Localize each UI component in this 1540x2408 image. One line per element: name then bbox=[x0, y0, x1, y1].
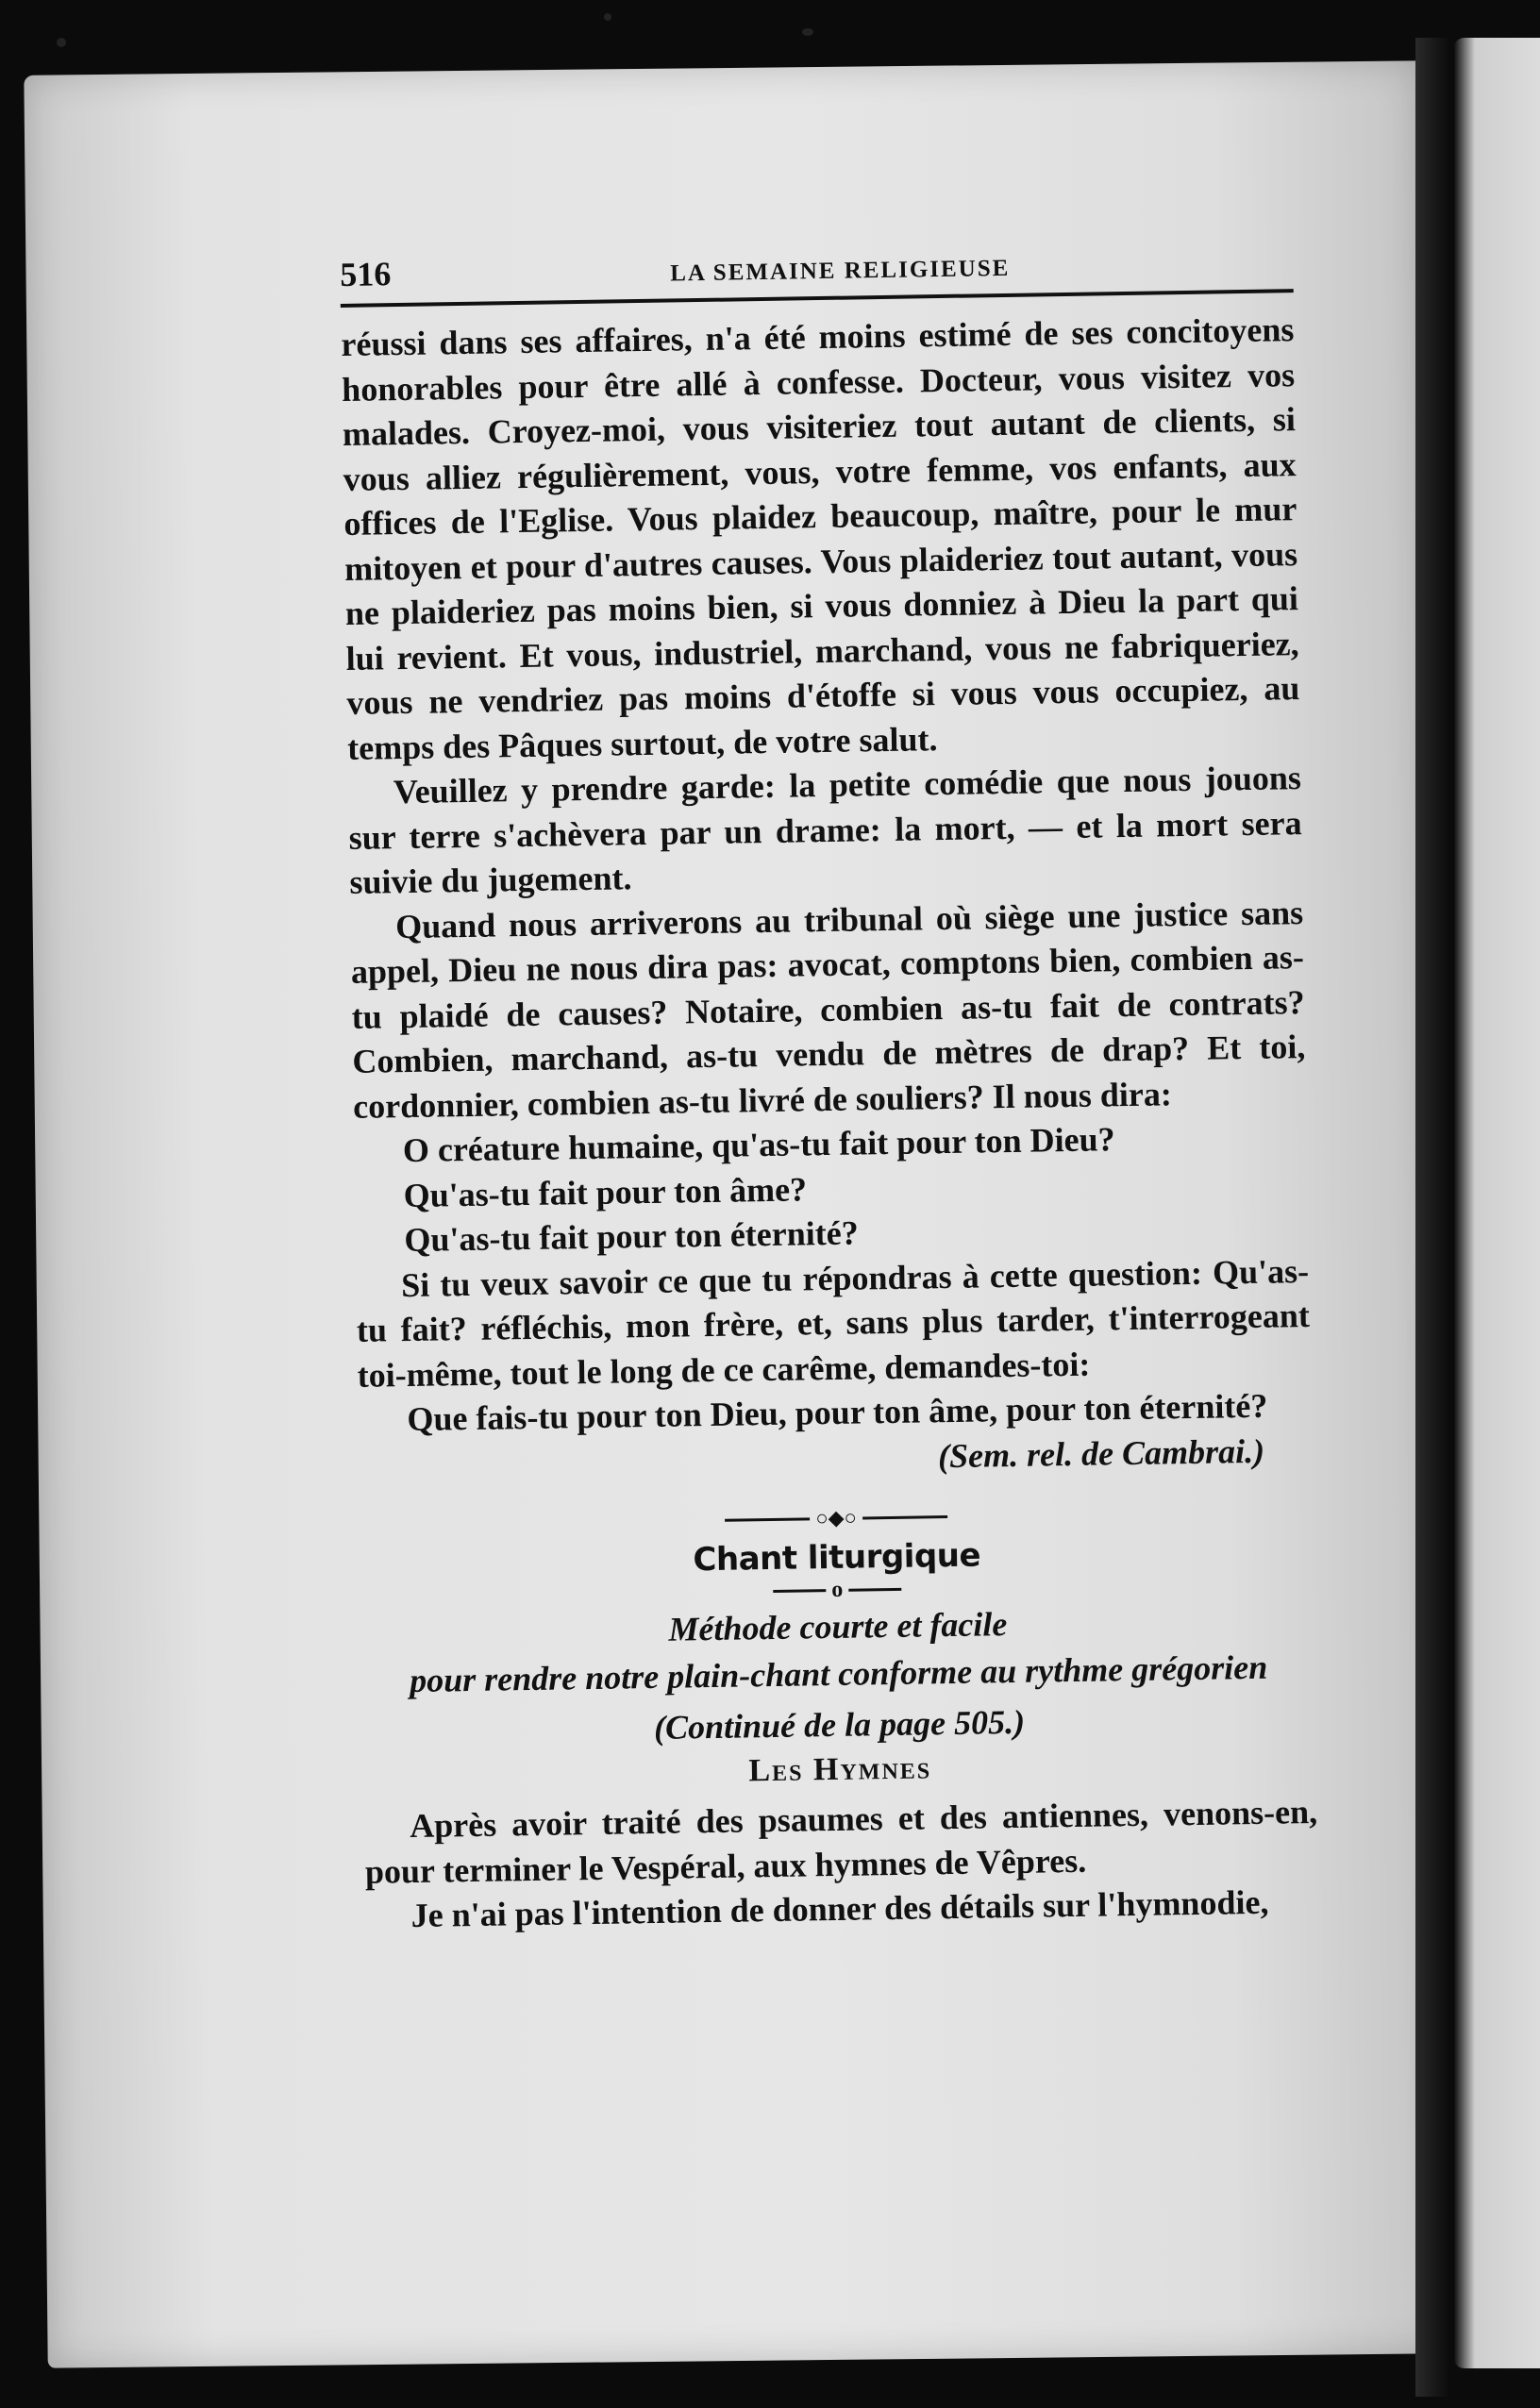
separator-line bbox=[725, 1517, 810, 1521]
section-title: Chant liturgique bbox=[693, 1536, 981, 1580]
body-paragraph: Quand nous arriverons au tribunal où siège une justice sans appel, Dieu ne nous dira pas: avocat, comptons bien, combien as-tu plaidé de causes? Notaire, combien as-tu fait de contrats? Combien, marchand, as-tu vendu de mètres de drap? Et toi, cordonnier, combien as-tu livré de souliers? Il nous dira: bbox=[350, 893, 1306, 1126]
separator-ornament: ○◆○ bbox=[815, 1505, 858, 1530]
rule-line bbox=[848, 1587, 901, 1591]
body-paragraph: Si tu veux savoir ce que tu répondras à cette question: Qu'as-tu fait? réfléchis, mon frère, et, sans plus tarder, t'interrogeant toi-même, tout le long de ce carême, demandes-toi: bbox=[356, 1251, 1311, 1395]
dust-speck bbox=[802, 28, 813, 36]
section-subtitle: Méthode courte et facile bbox=[668, 1605, 1008, 1648]
body-paragraph: Après avoir traité des psaumes et des antiennes, venons-en, pour terminer le Vespéral, aux hymnes de Vêpres. bbox=[364, 1792, 1318, 1891]
page-content bbox=[340, 240, 1319, 1939]
body-paragraph: réussi dans ses affaires, n'a été moins estimé de ses concitoyens honorables pour être allé à confesse. Docteur, vous visitez vos malades. Croyez-moi, vous visiteriez tout autant de clients, si vous alliez régulièrement, vous, votre femme, vos enfants, aux offices de l'Eglise. Vous plaidez beaucoup, maître, pour le mur mitoyen et pour d'autres causes. Vous plaideriez tout autant, vous ne plaideriez pas moins bien, si vous donniez à Dieu la part qui lui revient. Et vous, industriel, marchand, vous ne fabriqueriez, vous ne vendriez pas moins d'étoffe si vous vous occupiez, au temps des Pâques surtout, de votre salut. bbox=[341, 310, 1300, 767]
facing-page-edge bbox=[1453, 38, 1540, 2368]
continued-note: (Continué de la page 505.) bbox=[653, 1702, 1026, 1747]
running-title: LA SEMAINE RELIGIEUSE bbox=[669, 255, 1011, 287]
dust-speck bbox=[604, 13, 611, 21]
final-question: Que fais-tu pour ton Dieu, pour ton âme, pour ton éternité? bbox=[407, 1386, 1268, 1439]
page-number: 516 bbox=[340, 255, 392, 293]
body-paragraph: Veuillez y prendre garde: la petite comédie que nous jouons sur terre s'achèvera par un drame: la mort, — et la mort sera suivie du jugement. bbox=[348, 759, 1302, 901]
section-separator bbox=[360, 1499, 1313, 1537]
subheading: Les Hymnes bbox=[748, 1750, 932, 1789]
separator-line bbox=[862, 1515, 947, 1519]
rule-ornament: o bbox=[831, 1577, 844, 1602]
question-line: Qu'as-tu fait pour ton âme? bbox=[403, 1169, 808, 1214]
question-line: Qu'as-tu fait pour ton éternité? bbox=[404, 1213, 859, 1260]
body-paragraph: Je n'ai pas l'intention de donner des détails sur l'hymnodie, bbox=[410, 1882, 1269, 1935]
source-citation: (Sem. rel. de Cambrai.) bbox=[937, 1431, 1265, 1475]
dust-speck bbox=[57, 38, 66, 47]
question-line: O créature humaine, qu'as-tu fait pour ton Dieu? bbox=[402, 1120, 1115, 1170]
rule-line bbox=[773, 1589, 826, 1593]
section-subtitle: pour rendre notre plain-chant conforme au rythme grégorien bbox=[409, 1647, 1268, 1700]
book-gutter bbox=[1415, 38, 1449, 2397]
